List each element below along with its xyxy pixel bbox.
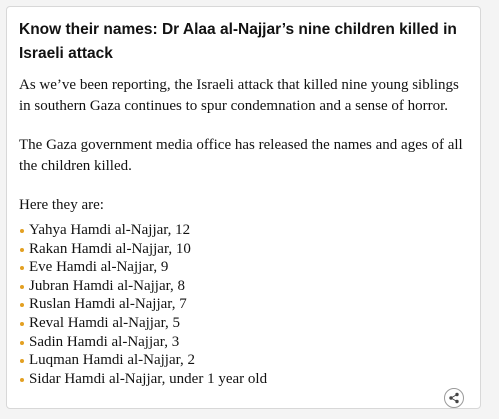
paragraph-intro: Here they are: [19,197,104,213]
child-name: Sidar Hamdi al-Najjar, under 1 year old [29,370,268,387]
child-name: Sadin Hamdi al-Najjar, 3 [29,333,180,350]
list-item [19,333,471,352]
post-headline: Know their names: Dr Alaa al-Najjar’s nine children killed in Israeli attack [19,21,457,62]
list-item [19,351,471,370]
share-button[interactable] [444,388,464,408]
live-blog-post-card [6,6,481,409]
bullet-icon [20,322,24,326]
children-names-list [19,221,471,388]
list-item [19,258,471,277]
list-item [19,277,471,296]
child-name: Rakan Hamdi al-Najjar, 10 [29,240,191,257]
child-name: Eve Hamdi al-Najjar, 9 [29,259,169,276]
bullet-icon [20,359,24,363]
list-item [19,221,471,240]
bullet-icon [20,285,24,289]
child-name: Reval Hamdi al-Najjar, 5 [29,314,181,331]
bullet-icon [20,266,24,270]
bullet-icon [20,248,24,252]
list-item [19,370,471,389]
child-name: Yahya Hamdi al-Najjar, 12 [29,222,191,238]
child-name: Jubran Hamdi al-Najjar, 8 [29,277,186,294]
paragraph-media-office: The Gaza government media office has released the names and ages of all the children killed. [19,137,463,174]
paragraph-report: As we’ve been reporting, the Israeli attack that killed nine young siblings in southern Gaza continues to spur condemnation and a sense of horror. [19,77,459,114]
child-name: Ruslan Hamdi al-Najjar, 7 [29,296,187,313]
list-item [19,295,471,314]
bullet-icon [20,229,24,233]
list-item [19,314,471,333]
list-item [19,240,471,259]
post-body [19,18,471,388]
share-icon [448,392,460,404]
child-name: Luqman Hamdi al-Najjar, 2 [29,352,196,369]
bullet-icon [20,378,24,382]
bullet-icon [20,341,24,345]
bullet-icon [20,303,24,307]
